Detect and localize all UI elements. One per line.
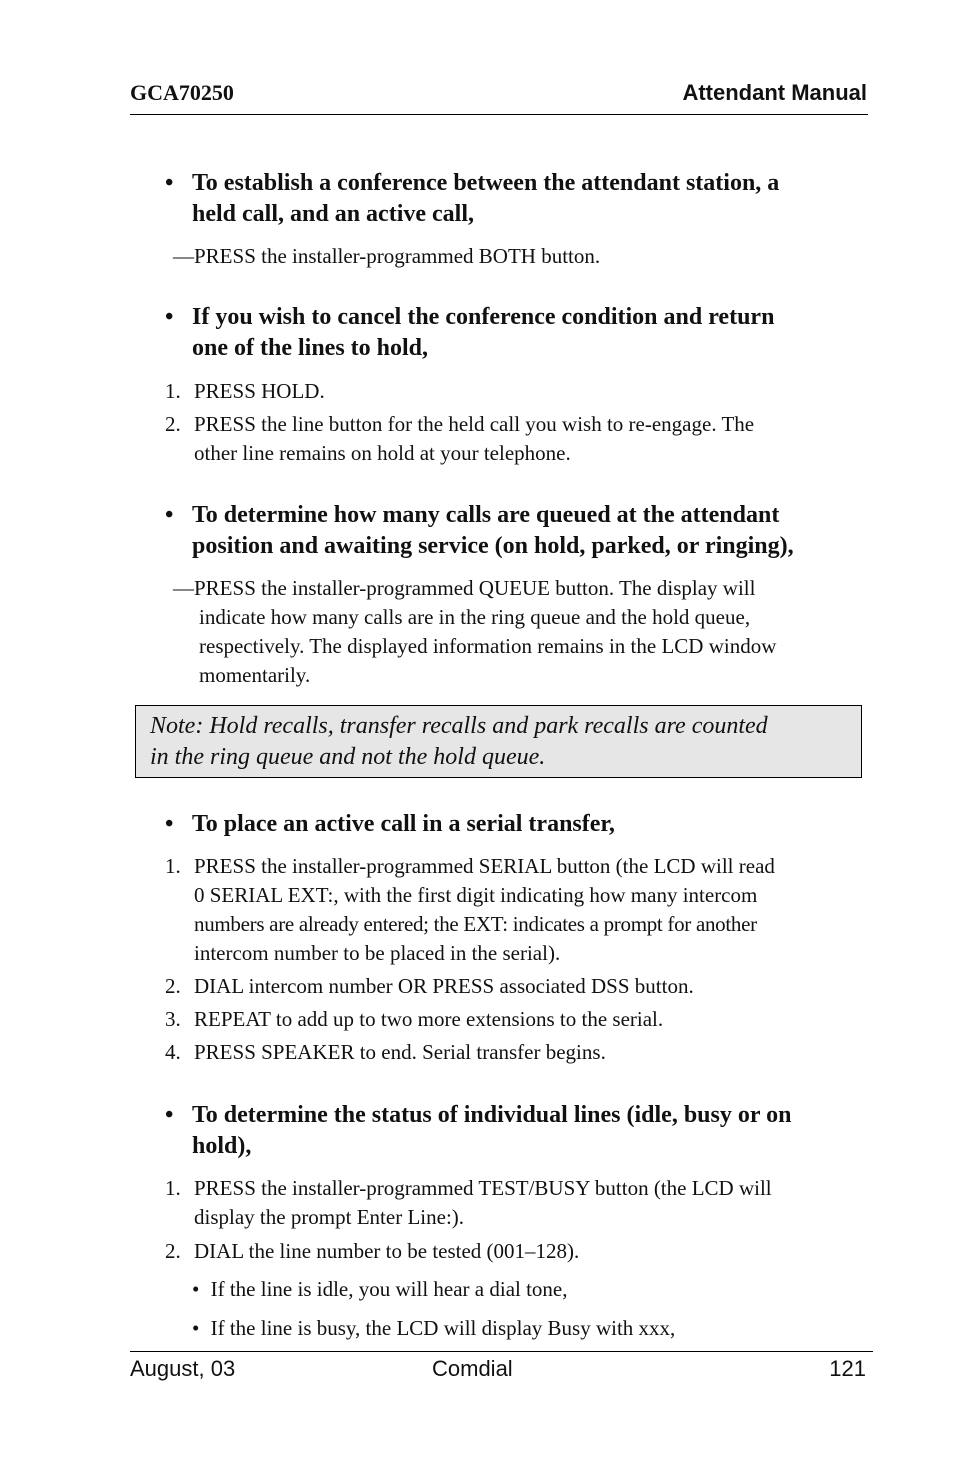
footer-company: Comdial (432, 1356, 513, 1381)
bullet-icon: • (165, 811, 174, 837)
footer-divider (130, 1351, 873, 1352)
numbered-step: 2. PRESS the line button for the held call you wish to re-engage. The other line remains on hold at your telephone. (165, 412, 755, 465)
numbered-step: 2. DIAL the line number to be tested (001–128). (165, 1239, 580, 1263)
section-heading-line-status: • To determine the status of individual lines (idle, busy or on hold), (165, 1102, 792, 1159)
numbered-step: 1. PRESS the installer-programmed SERIAL button (the LCD will read 0 SERIAL EXT:, with the first digit indicating how many intercom numbers are already entered; the EXT: indicates a prompt for another intercom number to be placed in the serial). (165, 854, 775, 965)
section-heading-conference: • To establish a conference between the attendant station, a held call, and an active call, (165, 170, 780, 227)
numbered-step: 1. PRESS the installer-programmed TEST/BUSY button (the LCD will display the prompt Enter Line:). (165, 1176, 772, 1229)
sub-bullet-item: • If the line is idle, you will hear a dial tone, (192, 1277, 568, 1301)
bullet-icon: • (192, 1277, 200, 1301)
bullet-icon: • (165, 170, 174, 196)
bullet-icon: • (165, 1102, 174, 1128)
numbered-step: 1. PRESS HOLD. (165, 379, 325, 403)
section-heading-serial-transfer: • To place an active call in a serial transfer, (165, 809, 855, 840)
step-both-button: —PRESS the installer-programmed BOTH button. (173, 244, 601, 268)
sub-bullet-item: • If the line is busy, the LCD will display Busy with xxx, (192, 1316, 676, 1340)
step-queue-button: —PRESS the installer-programmed QUEUE button. The display will indicate how many calls are in the ring queue and the hold queue, respectively. The displayed information remains in the LCD window momentarily. (173, 576, 777, 687)
bullet-icon: • (165, 304, 174, 330)
numbered-step: 3. REPEAT to add up to two more extensions to the serial. (165, 1007, 664, 1031)
section-heading-cancel-conference: • If you wish to cancel the conference condition and return one of the lines to hold, (165, 304, 775, 361)
numbered-step: 4. PRESS SPEAKER to end. Serial transfer begins. (165, 1040, 606, 1064)
numbered-step: 2. DIAL intercom number OR PRESS associated DSS button. (165, 974, 694, 998)
bullet-icon: • (192, 1316, 200, 1340)
doc-number: GCA70250 (130, 80, 234, 105)
header-divider (130, 114, 868, 115)
manual-title: Attendant Manual (682, 80, 867, 105)
page-number: 121 (829, 1356, 866, 1381)
bullet-icon: • (165, 502, 174, 528)
footer-date: August, 03 (130, 1356, 236, 1381)
section-heading-queue: • To determine how many calls are queued at the attendant position and awaiting service (on hold, parked, or ringing), (165, 502, 794, 559)
note-box: Note: Hold recalls, transfer recalls and park recalls are counted in the ring queue and not the hold queue. (135, 705, 862, 778)
